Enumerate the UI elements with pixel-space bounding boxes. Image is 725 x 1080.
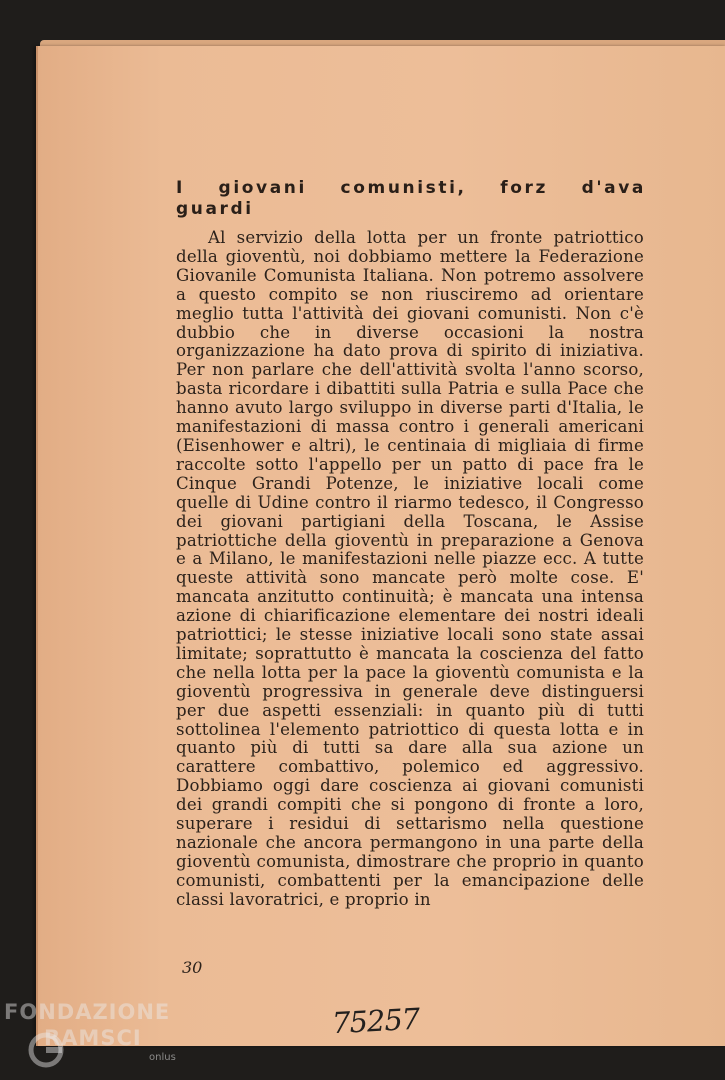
page-number: 30 bbox=[182, 958, 203, 977]
section-heading: I giovani comunisti, forz d'ava guardi bbox=[176, 178, 646, 219]
body-paragraph: Al servizio della lotta per un fronte patriottico della gioventù, noi dobbiamo mettere la Federazione Giovanile Comunista Italiana. Non potremo assolvere a questo compito se non riusciremo ad orientare meglio tutta l'attività dei giovani comunisti. Non c'è dubbio che in diverse occasioni la nostra organizzazione ha dato prova di spirito di iniziativa. Per non parlare che dell'attività svolta l'anno scorso, basta ricordare i dibattiti sulla Patria e sulla Pace che hanno avuto largo sviluppo in diverse parti d'Italia, le manifestazioni di massa contro i generali americani (Eisenhower e altri), le centinaia di migliaia di firme raccolte sotto l'appello per un patto di pace fra le Cinque Grandi Potenze, le iniziative locali come quelle di Udine contro il riarmo tedesco, il Congresso dei giovani partigiani della Toscana, le Assise patriottiche della gioventù in preparazione a Genova e a Milano, le manifestazioni nelle piazze ecc. A tutte queste attività sono mancate però molte cose. E' mancata anzitutto continuità; è mancata una intensa azione di chiarificazione elementare dei nostri ideali patriottici; le stesse iniziative locali sono state assai limitate; soprattutto è mancata la coscienza del fatto che nella lotta per la pace la gioventù comunista e la gioventù progressiva in generale deve distinguersi per due aspetti essenziali: in quanto più di tutti sottolinea l'elemento patriottico di questa lotta e in quanto più di tutti sa dare alla sua azione un carattere combattivo, polemico ed aggressivo. Dobbiamo oggi dare coscienza ai giovani comunisti dei grandi compiti che si pongono di fronte a loro, superare i residui di settarismo nella questione nazionale che ancora permangono in una parte della gioventù comunista, dimostrare che proprio in quanto comunisti, combattenti per la emancipazione delle classi lavoratrici, e proprio in bbox=[176, 228, 644, 909]
watermark-line-1: FONDAZIONE bbox=[4, 1000, 171, 1024]
watermark-suffix: onlus bbox=[149, 1052, 176, 1063]
watermark-line-2: RAMSCI bbox=[44, 1026, 142, 1050]
fondazione-gramsci-watermark bbox=[4, 1000, 204, 1076]
handwritten-archive-number: 75257 bbox=[331, 1001, 421, 1041]
